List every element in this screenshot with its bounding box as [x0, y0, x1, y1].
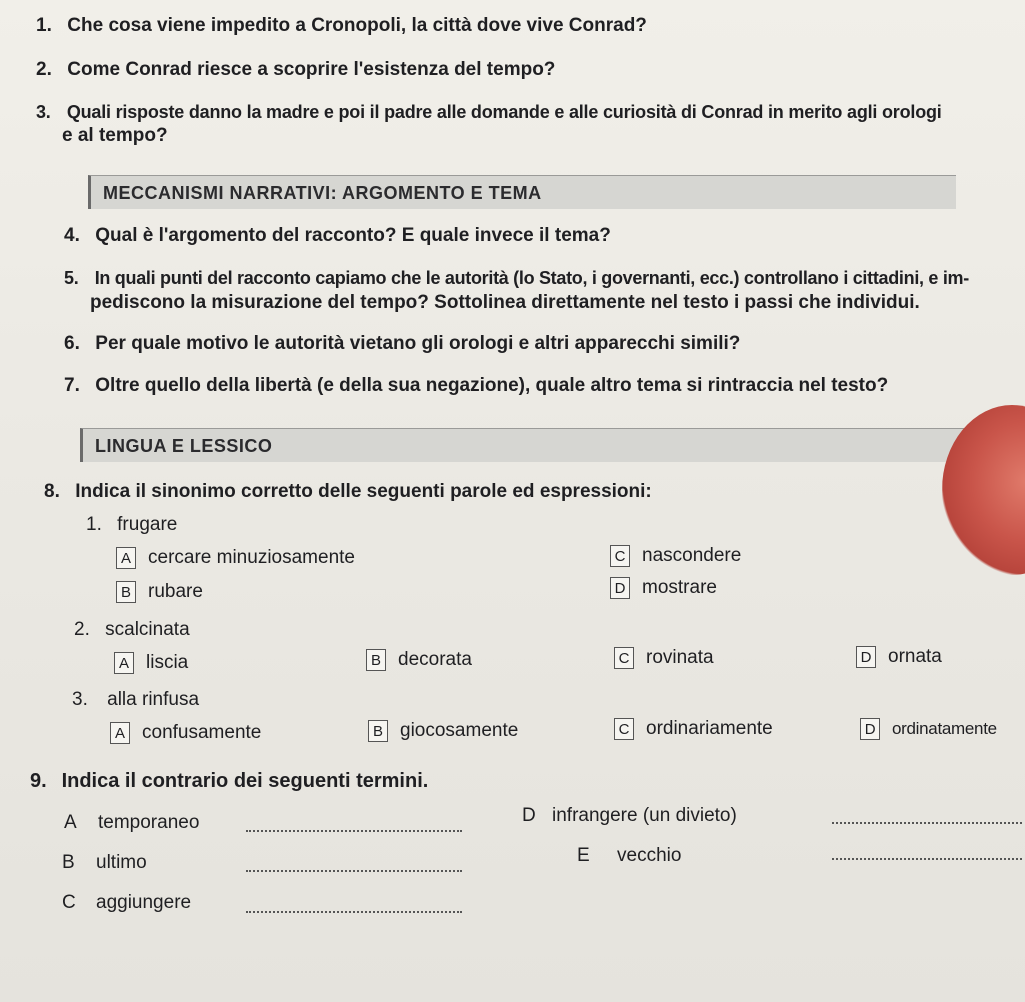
- option-c[interactable]: [614, 645, 714, 671]
- question-8: [44, 478, 652, 506]
- option-letter-box: B: [116, 581, 136, 603]
- option-letter-box: C: [614, 718, 634, 740]
- question-2: [36, 56, 555, 84]
- term-letter: D: [522, 805, 536, 826]
- option-a[interactable]: [114, 650, 188, 676]
- question-number: 4.: [64, 225, 80, 246]
- section-header-language: [80, 428, 976, 462]
- question-5-continued: [90, 289, 920, 317]
- section-header-narrative: [88, 175, 956, 209]
- question-3: [36, 98, 942, 126]
- option-letter-box: C: [610, 545, 630, 567]
- question-3-continued: [62, 122, 168, 150]
- option-letter-box: B: [368, 720, 388, 742]
- antonym-term-c: [62, 890, 191, 916]
- question-number: 1.: [36, 15, 52, 36]
- question-6: [64, 330, 740, 358]
- question-7: [64, 372, 888, 400]
- option-letter-box: A: [110, 722, 130, 744]
- option-d[interactable]: [860, 716, 997, 742]
- question-text: Qual è l'argomento del racconto? E quale invece il tema?: [95, 225, 611, 246]
- term-text: ultimo: [96, 852, 147, 873]
- option-c[interactable]: [610, 543, 741, 569]
- option-text: rovinata: [646, 647, 714, 668]
- item-number: 1.: [86, 514, 102, 535]
- question-text: Oltre quello della libertà (e della sua negazione), quale altro tema si rintraccia nel testo?: [95, 375, 889, 396]
- question-text: Per quale motivo le autorità vietano gli orologi e altri apparecchi simili?: [95, 333, 741, 354]
- question-text: In quali punti del racconto capiamo che le autorità (lo Stato, i governanti, ecc.) controllano i cittadini, e im-: [94, 268, 969, 288]
- question-5: [64, 264, 969, 292]
- question-9: [30, 767, 428, 795]
- option-letter-box: C: [614, 647, 634, 669]
- antonym-term-e: [577, 843, 681, 869]
- answer-line-e[interactable]: [832, 858, 1022, 860]
- item-word: scalcinata: [105, 619, 190, 640]
- option-text: decorata: [398, 649, 472, 670]
- question-text: Indica il contrario dei seguenti termini.: [61, 770, 429, 792]
- option-a[interactable]: [116, 545, 355, 571]
- option-text: giocosamente: [400, 720, 519, 741]
- term-text: vecchio: [617, 845, 682, 866]
- answer-line-a[interactable]: [246, 830, 462, 832]
- question-1: [36, 12, 647, 40]
- option-text: ordinariamente: [646, 718, 773, 739]
- term-text: aggiungere: [96, 892, 192, 913]
- term-letter: A: [64, 812, 77, 833]
- term-letter: C: [62, 892, 76, 913]
- section-title: LINGUA E LESSICO: [95, 436, 273, 456]
- term-letter: B: [62, 852, 75, 873]
- option-text: cercare minuziosamente: [148, 547, 355, 568]
- question-text: Come Conrad riesce a scoprire l'esistenza del tempo?: [67, 59, 556, 80]
- term-text: infrangere (un divieto): [552, 805, 737, 826]
- question-text: pediscono la misurazione del tempo? Sottolinea direttamente nel testo i passi che individui.: [90, 292, 920, 313]
- question-number: 9.: [30, 770, 47, 792]
- answer-line-c[interactable]: [246, 911, 462, 913]
- antonym-term-d: [522, 803, 737, 829]
- antonym-term-a: [64, 810, 199, 836]
- option-c[interactable]: [614, 716, 773, 742]
- option-d[interactable]: [610, 575, 717, 601]
- question-text: Quali risposte danno la madre e poi il padre alle domande e alle curiosità di Conrad in merito agli orologi: [66, 102, 942, 122]
- answer-line-d[interactable]: [832, 822, 1022, 824]
- option-b[interactable]: [366, 647, 472, 673]
- question-text: Che cosa viene impedito a Cronopoli, la città dove vive Conrad?: [67, 15, 647, 36]
- option-b[interactable]: [116, 579, 203, 605]
- section-title: MECCANISMI NARRATIVI: ARGOMENTO E TEMA: [103, 183, 542, 203]
- option-letter-box: B: [366, 649, 386, 671]
- antonym-term-b: [62, 850, 147, 876]
- term-text: temporaneo: [98, 812, 200, 833]
- option-letter-box: A: [114, 652, 134, 674]
- option-text: ordinatamente: [892, 719, 997, 738]
- vocab-item-2: [74, 617, 190, 643]
- term-letter: E: [577, 845, 590, 866]
- question-number: 5.: [64, 268, 79, 288]
- vocab-item-3: [72, 687, 199, 713]
- question-number: 7.: [64, 375, 80, 396]
- vocab-item-1: [86, 512, 177, 538]
- option-text: ornata: [888, 646, 942, 667]
- question-number: 6.: [64, 333, 80, 354]
- question-text: e al tempo?: [62, 125, 168, 146]
- item-number: 2.: [74, 619, 90, 640]
- question-text: Indica il sinonimo corretto delle seguenti parole ed espressioni:: [75, 481, 652, 502]
- item-word: frugare: [117, 514, 178, 535]
- question-number: 3.: [36, 102, 51, 122]
- item-word: alla rinfusa: [107, 689, 200, 710]
- option-d[interactable]: [856, 644, 942, 670]
- question-number: 8.: [44, 481, 60, 502]
- item-number: 3.: [72, 689, 88, 710]
- option-text: liscia: [146, 652, 189, 673]
- option-letter-box: D: [856, 646, 876, 668]
- option-text: mostrare: [642, 577, 717, 598]
- question-4: [64, 222, 611, 250]
- option-a[interactable]: [110, 720, 261, 746]
- option-letter-box: A: [116, 547, 136, 569]
- option-letter-box: D: [610, 577, 630, 599]
- option-text: rubare: [148, 581, 203, 602]
- answer-line-b[interactable]: [246, 870, 462, 872]
- option-text: nascondere: [642, 545, 742, 566]
- question-number: 2.: [36, 59, 52, 80]
- option-b[interactable]: [368, 718, 518, 744]
- option-text: confusamente: [142, 722, 262, 743]
- option-letter-box: D: [860, 718, 880, 740]
